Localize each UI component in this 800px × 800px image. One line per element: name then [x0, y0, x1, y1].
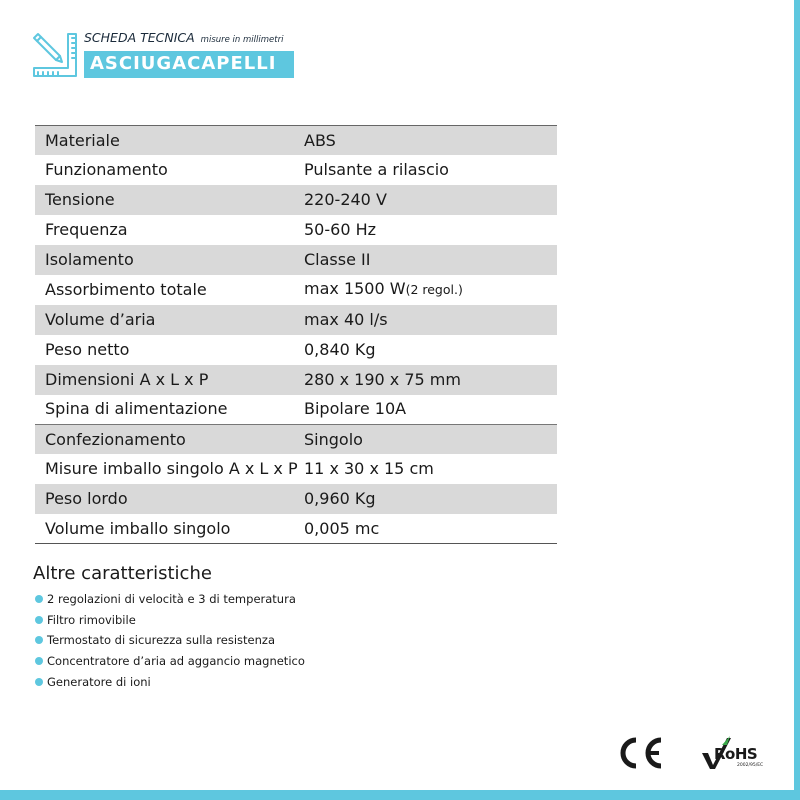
document-heading	[84, 30, 294, 48]
spec-value-text: Classe II	[304, 250, 371, 269]
spec-label: Peso netto	[45, 339, 130, 359]
spec-value	[300, 245, 557, 275]
accent-bar-bottom	[0, 790, 800, 800]
spec-row	[35, 514, 557, 544]
spec-row	[35, 245, 557, 275]
spec-value	[300, 275, 557, 305]
spec-value	[300, 305, 557, 335]
spec-value	[300, 335, 557, 365]
spec-label: Funzionamento	[45, 160, 168, 180]
feature-text: 2 regolazioni di velocità e 3 di temperatura	[47, 592, 296, 606]
spec-label: Assorbimento totale	[45, 279, 207, 299]
spec-value	[300, 484, 557, 514]
spec-value	[300, 514, 557, 544]
spec-row	[35, 305, 557, 335]
spec-value-text: Singolo	[304, 429, 363, 449]
spec-label: Peso lordo	[45, 489, 128, 509]
spec-label: Dimensioni A x L x P	[45, 369, 209, 389]
spec-row	[35, 215, 557, 245]
spec-row	[35, 395, 557, 425]
spec-row	[35, 185, 557, 215]
spec-row	[35, 335, 557, 365]
spec-row	[35, 155, 557, 185]
spec-value-text: Pulsante a rilascio	[304, 160, 449, 180]
rohs-label: RoHS	[714, 745, 758, 763]
spec-label: Tensione	[45, 190, 115, 210]
spec-label: Isolamento	[45, 250, 134, 269]
spec-value	[300, 215, 557, 245]
spec-label: Volume d’aria	[45, 309, 156, 329]
bullet-dot-icon	[35, 657, 43, 665]
spec-value-text: max 1500 W	[304, 279, 406, 299]
document-title: SCHEDA TECNICA	[84, 30, 195, 45]
spec-value-text: 0,840 Kg	[304, 339, 376, 359]
feature-item	[35, 591, 305, 612]
spec-value-note: (2 regol.)	[405, 282, 463, 298]
product-name-banner: ASCIUGACAPELLI	[84, 51, 294, 78]
spec-value	[300, 424, 557, 454]
spec-row	[35, 454, 557, 484]
spec-row	[35, 484, 557, 514]
spec-value	[300, 155, 557, 185]
rohs-mark	[700, 735, 766, 773]
spec-value-text: 0,005 mc	[304, 518, 380, 538]
feature-text: Filtro rimovibile	[47, 612, 136, 627]
document-subtitle: misure in millimetri	[200, 35, 284, 45]
feature-text: Generatore di ioni	[47, 674, 151, 689]
spec-value-text: 0,960 Kg	[304, 489, 376, 509]
spec-label: Materiale	[45, 130, 120, 150]
spec-value	[300, 126, 557, 156]
spec-value-text: Bipolare 10A	[304, 399, 407, 419]
spec-table	[35, 125, 557, 544]
spec-value	[300, 395, 557, 425]
spec-label: Confezionamento	[45, 429, 186, 449]
spec-row	[35, 126, 557, 156]
features-title: Altre caratteristiche	[33, 563, 212, 584]
spec-value	[300, 365, 557, 395]
spec-value-text: 220-240 V	[304, 190, 387, 210]
spec-row	[35, 365, 557, 395]
spec-value	[300, 185, 557, 215]
spec-value-text: max 40 l/s	[304, 309, 388, 329]
ce-mark-icon	[615, 736, 665, 770]
spec-label: Misure imballo singolo A x L x P	[45, 459, 298, 479]
ruler-pencil-icon	[30, 30, 78, 78]
feature-item	[35, 632, 305, 653]
bullet-dot-icon	[35, 636, 43, 644]
spec-value-text: 50-60 Hz	[304, 220, 377, 240]
features-list	[35, 591, 305, 694]
spec-value-text: ABS	[304, 130, 336, 150]
spec-value	[300, 454, 557, 484]
spec-row	[35, 424, 557, 454]
spec-row	[35, 275, 557, 305]
spec-label: Volume imballo singolo	[45, 518, 231, 538]
feature-text: Termostato di sicurezza sulla resistenza	[47, 633, 275, 648]
bullet-dot-icon	[35, 616, 43, 624]
feature-item	[35, 674, 305, 695]
bullet-dot-icon	[35, 595, 43, 603]
header	[30, 30, 294, 78]
feature-item	[35, 653, 305, 674]
spec-label: Frequenza	[45, 220, 128, 240]
spec-label: Spina di alimentazione	[45, 399, 228, 419]
spec-value-text: 280 x 190 x 75 mm	[304, 369, 461, 389]
feature-item	[35, 612, 305, 633]
bullet-dot-icon	[35, 678, 43, 686]
feature-text: Concentratore d’aria ad aggancio magnetico	[47, 654, 305, 669]
spec-value-text: 11 x 30 x 15 cm	[304, 459, 434, 479]
accent-bar-right	[794, 0, 800, 800]
rohs-directive: 2002/95/EC	[737, 763, 764, 768]
